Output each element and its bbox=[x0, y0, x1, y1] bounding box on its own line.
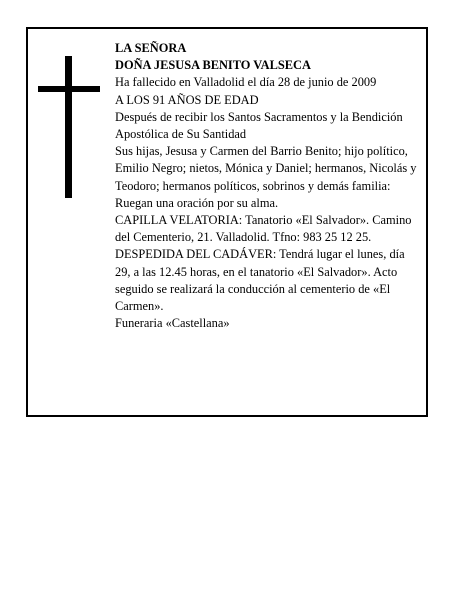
farewell-info: DESPEDIDA DEL CADÁVER: Tendrá lugar el lunes, día 29, a las 12.45 horas, en el tanatorio «El Salvador». Acto seguido se realizará la conducción al cementerio de «El Carmen». bbox=[115, 247, 405, 314]
obituary-notice bbox=[26, 27, 428, 417]
funeral-home: Funeraria «Castellana» bbox=[115, 316, 230, 331]
death-place-date: Ha fallecido en Valladolid el día 28 de junio de 2009 bbox=[115, 75, 377, 90]
family-list: Sus hijas, Jesusa y Carmen del Barrio Benito; hijo político, Emilio Negro; nietos, Mónica y Daniel; hermanos, Nicolás y Teodoro; hermanos políticos, sobrinos y demás familia: bbox=[115, 144, 417, 193]
notice-title: LA SEÑORA bbox=[115, 41, 187, 55]
sacraments-text: Después de recibir los Santos Sacramentos y la Bendición Apostólica de Su Santidad bbox=[115, 109, 403, 142]
latin-cross-icon bbox=[38, 56, 100, 198]
age-at-death: A LOS 91 AÑOS DE EDAD bbox=[115, 92, 259, 107]
cross-vertical-bar bbox=[65, 56, 72, 198]
deceased-name: DOÑA JESUSA BENITO VALSECA bbox=[115, 58, 311, 73]
prayer-request: Ruegan una oración por su alma. bbox=[115, 195, 279, 210]
notice-text bbox=[115, 40, 421, 332]
wake-chapel-info: CAPILLA VELATORIA: Tanatorio «El Salvador». Camino del Cementerio, 21. Valladolid. Tfno: 983 25 12 25. bbox=[115, 213, 412, 245]
cross-horizontal-bar bbox=[38, 86, 100, 92]
